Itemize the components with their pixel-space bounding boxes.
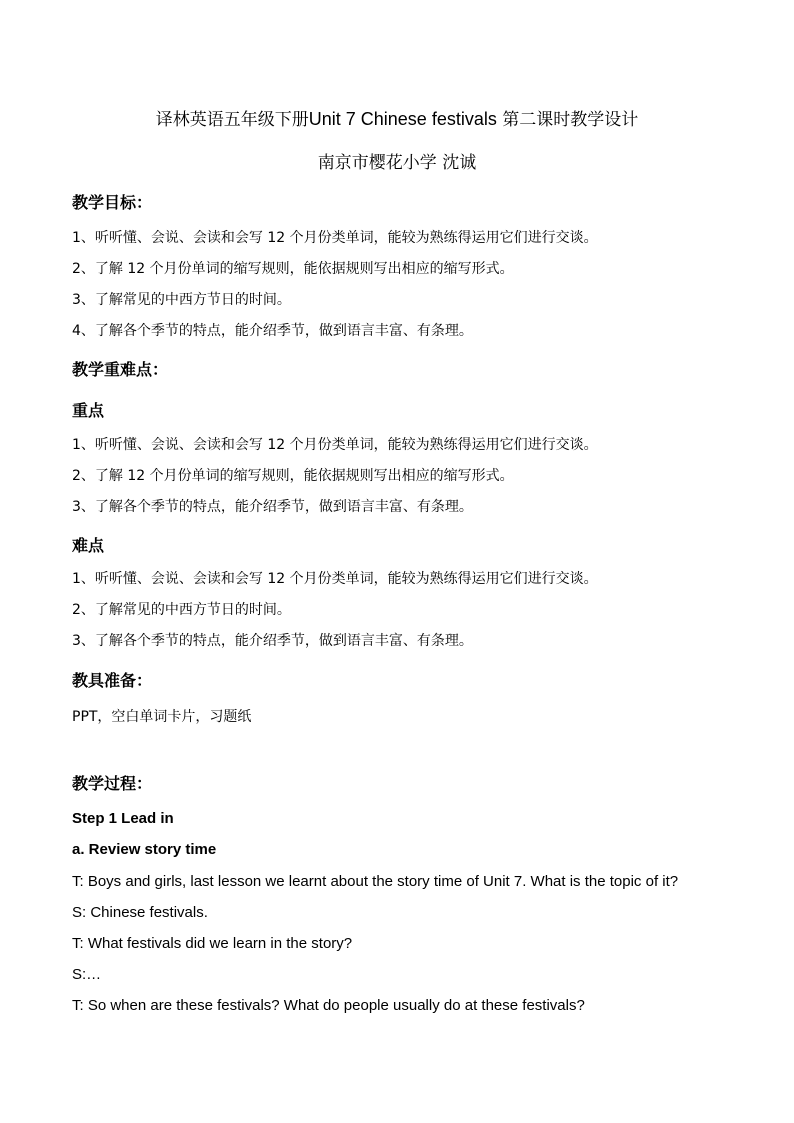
dialogue-line: T: Boys and girls, last lesson we learnt about the story time of Unit 7. What is the topic of it?	[72, 873, 679, 890]
dialogue-line: T: What festivals did we learn in the story?	[72, 935, 353, 952]
objective-item: 1、听听懂、会说、会读和会写 12 个月份类单词，能较为熟练得运用它们进行交谈。	[72, 230, 598, 246]
process-heading: 教学过程：	[72, 774, 153, 793]
difficult-item: 1、听听懂、会说、会读和会写 12 个月份类单词，能较为熟练得运用它们进行交谈。	[72, 571, 598, 587]
sub-a-heading: a. Review story time	[72, 841, 217, 858]
objective-item: 2、了解 12 个月份单词的缩写规则，能依据规则写出相应的缩写形式。	[72, 261, 514, 277]
difficult-heading: 难点	[72, 536, 105, 555]
title-unit: Unit 7 Chinese festivals	[308, 109, 497, 129]
objective-item: 4、了解各个季节的特点，能介绍季节，做到语言丰富、有条理。	[72, 323, 473, 339]
important-item: 2、了解 12 个月份单词的缩写规则，能依据规则写出相应的缩写形式。	[72, 468, 514, 484]
materials-heading: 教具准备：	[72, 671, 153, 690]
difficult-item: 3、了解各个季节的特点，能介绍季节，做到语言丰富、有条理。	[72, 633, 473, 649]
materials-text: PPT，空白单词卡片，习题纸	[72, 709, 252, 725]
difficult-item: 2、了解常见的中西方节日的时间。	[72, 602, 291, 618]
key-points-heading: 教学重难点：	[72, 360, 169, 379]
important-heading: 重点	[72, 401, 105, 420]
dialogue-line: S:…	[72, 966, 102, 983]
document-title	[0, 105, 794, 130]
objectives-heading: 教学目标：	[72, 193, 153, 212]
title-suffix: 第二课时教学设计	[502, 110, 639, 130]
dialogue-line: S: Chinese festivals.	[72, 904, 208, 921]
dialogue-line: T: So when are these festivals? What do people usually do at these festivals?	[72, 997, 585, 1014]
important-item: 1、听听懂、会说、会读和会写 12 个月份类单词，能较为熟练得运用它们进行交谈。	[72, 437, 598, 453]
author-line: 南京市樱花小学 沈诚	[317, 153, 477, 173]
objectives-list	[72, 228, 598, 352]
objective-item: 3、了解常见的中西方节日的时间。	[72, 292, 291, 308]
title-prefix: 译林英语五年级下册	[155, 110, 309, 130]
step1-heading: Step 1 Lead in	[72, 810, 174, 827]
difficult-list	[72, 569, 598, 662]
important-list	[72, 435, 598, 528]
important-item: 3、了解各个季节的特点，能介绍季节，做到语言丰富、有条理。	[72, 499, 473, 515]
